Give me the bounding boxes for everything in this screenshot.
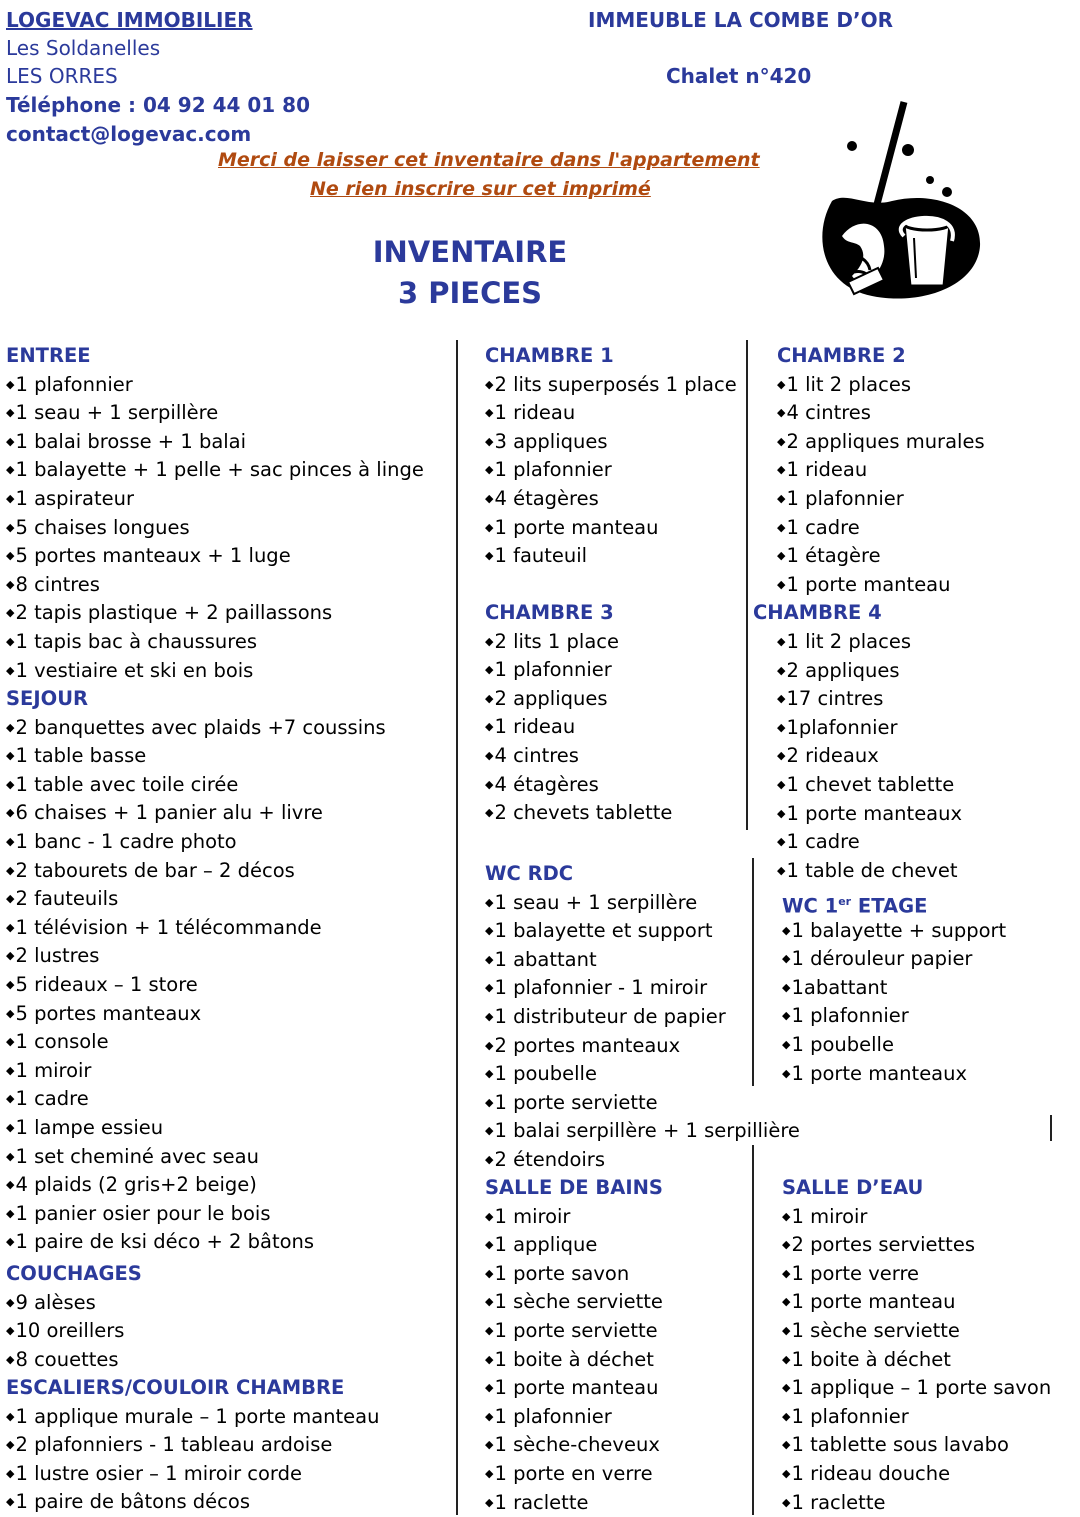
list-item: ◆ 1 porte manteau	[485, 1374, 663, 1403]
list-item: ◆ 4 cintres	[485, 742, 672, 771]
item-list	[777, 371, 985, 600]
list-item: ◆ 1 miroir	[485, 1203, 663, 1232]
building-name: IMMEUBLE LA COMBE D’OR	[588, 8, 893, 32]
list-item: ◆ 1 poubelle	[782, 1031, 1006, 1060]
list-item: ◆ 1 console	[6, 1028, 386, 1057]
list-item: ◆ 1 plafonnier	[777, 485, 985, 514]
list-item: ◆ 1 cadre	[6, 1085, 386, 1114]
section-title: CHAMBRE 4	[753, 601, 882, 624]
section-chambre-1	[485, 342, 737, 571]
list-item: ◆ 1 dérouleur papier	[782, 945, 1006, 974]
section-title: SALLE D’EAU	[782, 1176, 924, 1199]
section-chambre-2	[777, 342, 985, 599]
list-item: ◆ 1 paire de bâtons décos	[6, 1488, 379, 1517]
list-item: ◆ 4 étagères	[485, 485, 737, 514]
list-item: ◆ 1plafonnier	[777, 714, 962, 743]
list-item: ◆ 1 seau + 1 serpillère	[485, 889, 800, 918]
column-divider-right-top	[746, 340, 748, 830]
list-item: ◆ 1 porte manteau	[485, 514, 737, 543]
list-item: ◆ 1 porte savon	[485, 1260, 663, 1289]
list-item: ◆ 1 lit 2 places	[777, 628, 962, 657]
list-item: ◆ 5 rideaux – 1 store	[6, 971, 386, 1000]
list-item: ◆ 1 rideau	[485, 713, 672, 742]
page-title: INVENTAIRE	[372, 235, 568, 269]
item-list	[782, 917, 1006, 1089]
list-item: ◆ 1 étagère	[777, 542, 985, 571]
residence-name: Les Soldanelles	[6, 36, 161, 60]
list-item: ◆ 1 cadre	[777, 514, 985, 543]
column-divider-right-bottom	[752, 1145, 754, 1515]
list-item: ◆ 2 lits superposés 1 place	[485, 371, 737, 400]
item-list	[485, 889, 800, 1175]
section-title-sup: er	[838, 895, 852, 908]
list-item: ◆ 2 lustres	[6, 942, 386, 971]
list-item: ◆ 2 portes manteaux	[485, 1032, 800, 1061]
section-title-rest: ETAGE	[851, 894, 928, 918]
list-item: ◆ 2 tapis plastique + 2 paillassons	[6, 599, 424, 628]
list-item: ◆ 1 aspirateur	[6, 485, 424, 514]
section-title-main: WC 1	[782, 894, 839, 918]
section-title: ENTREE	[6, 344, 91, 367]
list-item: ◆ 1 plafonnier - 1 miroir	[485, 974, 800, 1003]
section-chambre-3	[485, 599, 672, 828]
section-wc-etage	[782, 888, 1006, 1088]
list-item: ◆ 1 sèche-cheveux	[485, 1431, 663, 1460]
section-title: CHAMBRE 3	[485, 601, 614, 624]
list-item: ◆ 2 banquettes avec plaids +7 coussins	[6, 714, 386, 743]
list-item: ◆ 1 plafonnier	[782, 1002, 1006, 1031]
list-item: ◆ 4 cintres	[777, 399, 985, 428]
list-item: ◆ 1 banc - 1 cadre photo	[6, 828, 386, 857]
section-title: SEJOUR	[6, 687, 89, 710]
list-item: ◆ 1 porte en verre	[485, 1460, 663, 1489]
list-item: ◆ 1 plafonnier	[6, 371, 424, 400]
list-item: ◆ 2 plafonniers - 1 tableau ardoise	[6, 1431, 379, 1460]
column-divider-left	[456, 340, 458, 1515]
list-item: ◆ 2 rideaux	[777, 742, 962, 771]
list-item: ◆ 2 lits 1 place	[485, 628, 672, 657]
section-title: COUCHAGES	[6, 1262, 142, 1285]
list-item: ◆ 1 table de chevet	[777, 857, 962, 886]
section-title: CHAMBRE 1	[485, 344, 614, 367]
list-item: ◆ 2 portes serviettes	[782, 1231, 1051, 1260]
list-item: ◆ 1 porte manteaux	[782, 1060, 1006, 1089]
list-item: ◆ 1 panier osier pour le bois	[6, 1200, 386, 1229]
item-list	[485, 1203, 663, 1517]
section-chambre-4-title	[753, 599, 882, 628]
list-item: ◆ 1 applique – 1 porte savon	[782, 1374, 1051, 1403]
list-item: ◆ 6 chaises + 1 panier alu + livre	[6, 799, 386, 828]
list-item: ◆ 2 appliques murales	[777, 428, 985, 457]
list-item: ◆ 1 sèche serviette	[782, 1317, 1051, 1346]
email-address: contact@logevac.com	[6, 122, 252, 146]
list-item: ◆ 1 fauteuil	[485, 542, 737, 571]
section-sejour	[6, 685, 386, 1257]
list-item: ◆ 1 balayette + 1 pelle + sac pinces à linge	[6, 456, 424, 485]
section-title: CHAMBRE 2	[777, 344, 906, 367]
company-name: LOGEVAC IMMOBILIER	[6, 8, 253, 32]
item-list	[485, 628, 672, 828]
section-title: SALLE DE BAINS	[485, 1176, 663, 1199]
town-name: LES ORRES	[6, 64, 118, 88]
page-subtitle: 3 PIECES	[397, 276, 543, 310]
list-item: ◆ 2 étendoirs	[485, 1146, 800, 1175]
list-item: ◆ 1 tablette sous lavabo	[782, 1431, 1051, 1460]
item-list	[6, 371, 424, 686]
list-item: ◆ 1 balai serpillère + 1 serpillière	[485, 1117, 800, 1146]
list-item: ◆ 1 raclette	[782, 1489, 1051, 1517]
list-item: ◆ 4 plaids (2 gris+2 beige)	[6, 1171, 386, 1200]
list-item: ◆ 5 chaises longues	[6, 514, 424, 543]
list-item: ◆ 1 porte serviette	[485, 1089, 800, 1118]
item-list	[6, 714, 386, 1257]
list-item: ◆ 1 plafonnier	[485, 456, 737, 485]
item-list	[6, 1289, 142, 1375]
list-item: ◆ 1 balayette et support	[485, 917, 800, 946]
list-item: ◆ 1 balayette + support	[782, 917, 1006, 946]
list-item: ◆ 2 appliques	[485, 685, 672, 714]
list-item: ◆ 10 oreillers	[6, 1317, 142, 1346]
item-list	[777, 628, 962, 885]
list-item: ◆ 1 porte manteau	[777, 571, 985, 600]
item-list	[782, 1203, 1051, 1517]
list-item: ◆ 1 distributeur de papier	[485, 1003, 800, 1032]
section-wc-rdc	[485, 860, 800, 1175]
section-chambre-4	[777, 628, 962, 885]
list-item: ◆ 1 chevet tablette	[777, 771, 962, 800]
list-item: ◆ 5 portes manteaux	[6, 1000, 386, 1029]
section-title	[782, 888, 1006, 917]
note-leave-inventory: Merci de laisser cet inventaire dans l'appartement	[218, 149, 760, 171]
list-item: ◆ 5 portes manteaux + 1 luge	[6, 542, 424, 571]
list-item: ◆ 1 cadre	[777, 828, 962, 857]
list-item: ◆ 1 sèche serviette	[485, 1288, 663, 1317]
list-item: ◆ 2 appliques	[777, 657, 962, 686]
list-item: ◆ 1abattant	[782, 974, 1006, 1003]
list-item: ◆ 1 table avec toile cirée	[6, 771, 386, 800]
list-item: ◆ 1 plafonnier	[782, 1403, 1051, 1432]
broom-bucket-icon	[812, 96, 984, 306]
list-item: ◆ 1 lampe essieu	[6, 1114, 386, 1143]
section-escaliers	[6, 1374, 379, 1517]
list-item: ◆ 9 alèses	[6, 1289, 142, 1318]
list-item: ◆ 1 plafonnier	[485, 1403, 663, 1432]
list-item: ◆ 3 appliques	[485, 428, 737, 457]
list-item: ◆ 1 télévision + 1 télécommande	[6, 914, 386, 943]
list-item: ◆ 1 porte manteau	[782, 1288, 1051, 1317]
list-item: ◆ 17 cintres	[777, 685, 962, 714]
list-item: ◆ 1 abattant	[485, 946, 800, 975]
section-title: ESCALIERS/COULOIR CHAMBRE	[6, 1376, 345, 1399]
list-item: ◆ 1 plafonnier	[485, 656, 672, 685]
list-item: ◆ 1 applique	[485, 1231, 663, 1260]
section-salle-de-bains	[485, 1174, 663, 1517]
section-couchages	[6, 1260, 142, 1374]
section-salle-d-eau	[782, 1174, 1051, 1517]
list-item: ◆ 1 porte serviette	[485, 1317, 663, 1346]
note-do-not-write: Ne rien inscrire sur cet imprimé	[310, 178, 651, 200]
list-item: ◆ 2 chevets tablette	[485, 799, 672, 828]
section-title: WC RDC	[485, 862, 574, 885]
list-item: ◆ 1 lustre osier – 1 miroir corde	[6, 1460, 379, 1489]
section-entree	[6, 342, 424, 685]
list-item: ◆ 1 boite à déchet	[782, 1346, 1051, 1375]
list-item: ◆ 1 vestiaire et ski en bois	[6, 657, 424, 686]
list-item: ◆ 1 boite à déchet	[485, 1346, 663, 1375]
item-list	[6, 1403, 379, 1517]
list-item: ◆ 1 porte verre	[782, 1260, 1051, 1289]
list-item: ◆ 1 paire de ksi déco + 2 bâtons	[6, 1228, 386, 1257]
column-divider-far-right	[1050, 1115, 1052, 1141]
chalet-number: Chalet n°420	[666, 64, 812, 88]
list-item: ◆ 1 rideau	[777, 456, 985, 485]
list-item: ◆ 1 seau + 1 serpillère	[6, 399, 424, 428]
list-item: ◆ 2 fauteuils	[6, 885, 386, 914]
list-item: ◆ 1 set cheminé avec seau	[6, 1143, 386, 1172]
list-item: ◆ 1 poubelle	[485, 1060, 800, 1089]
list-item: ◆ 1 rideau	[485, 399, 737, 428]
list-item: ◆ 1 table basse	[6, 742, 386, 771]
list-item: ◆ 1 porte manteaux	[777, 800, 962, 829]
list-item: ◆ 8 couettes	[6, 1346, 142, 1375]
list-item: ◆ 1 miroir	[6, 1057, 386, 1086]
list-item: ◆ 2 tabourets de bar – 2 décos	[6, 857, 386, 886]
item-list	[485, 371, 737, 571]
list-item: ◆ 1 rideau douche	[782, 1460, 1051, 1489]
list-item: ◆ 1 balai brosse + 1 balai	[6, 428, 424, 457]
phone-number: Téléphone : 04 92 44 01 80	[6, 93, 311, 117]
list-item: ◆ 1 miroir	[782, 1203, 1051, 1232]
list-item: ◆ 1 raclette	[485, 1489, 663, 1517]
list-item: ◆ 8 cintres	[6, 571, 424, 600]
list-item: ◆ 1 lit 2 places	[777, 371, 985, 400]
list-item: ◆ 1 applique murale – 1 porte manteau	[6, 1403, 379, 1432]
list-item: ◆ 4 étagères	[485, 771, 672, 800]
list-item: ◆ 1 tapis bac à chaussures	[6, 628, 424, 657]
